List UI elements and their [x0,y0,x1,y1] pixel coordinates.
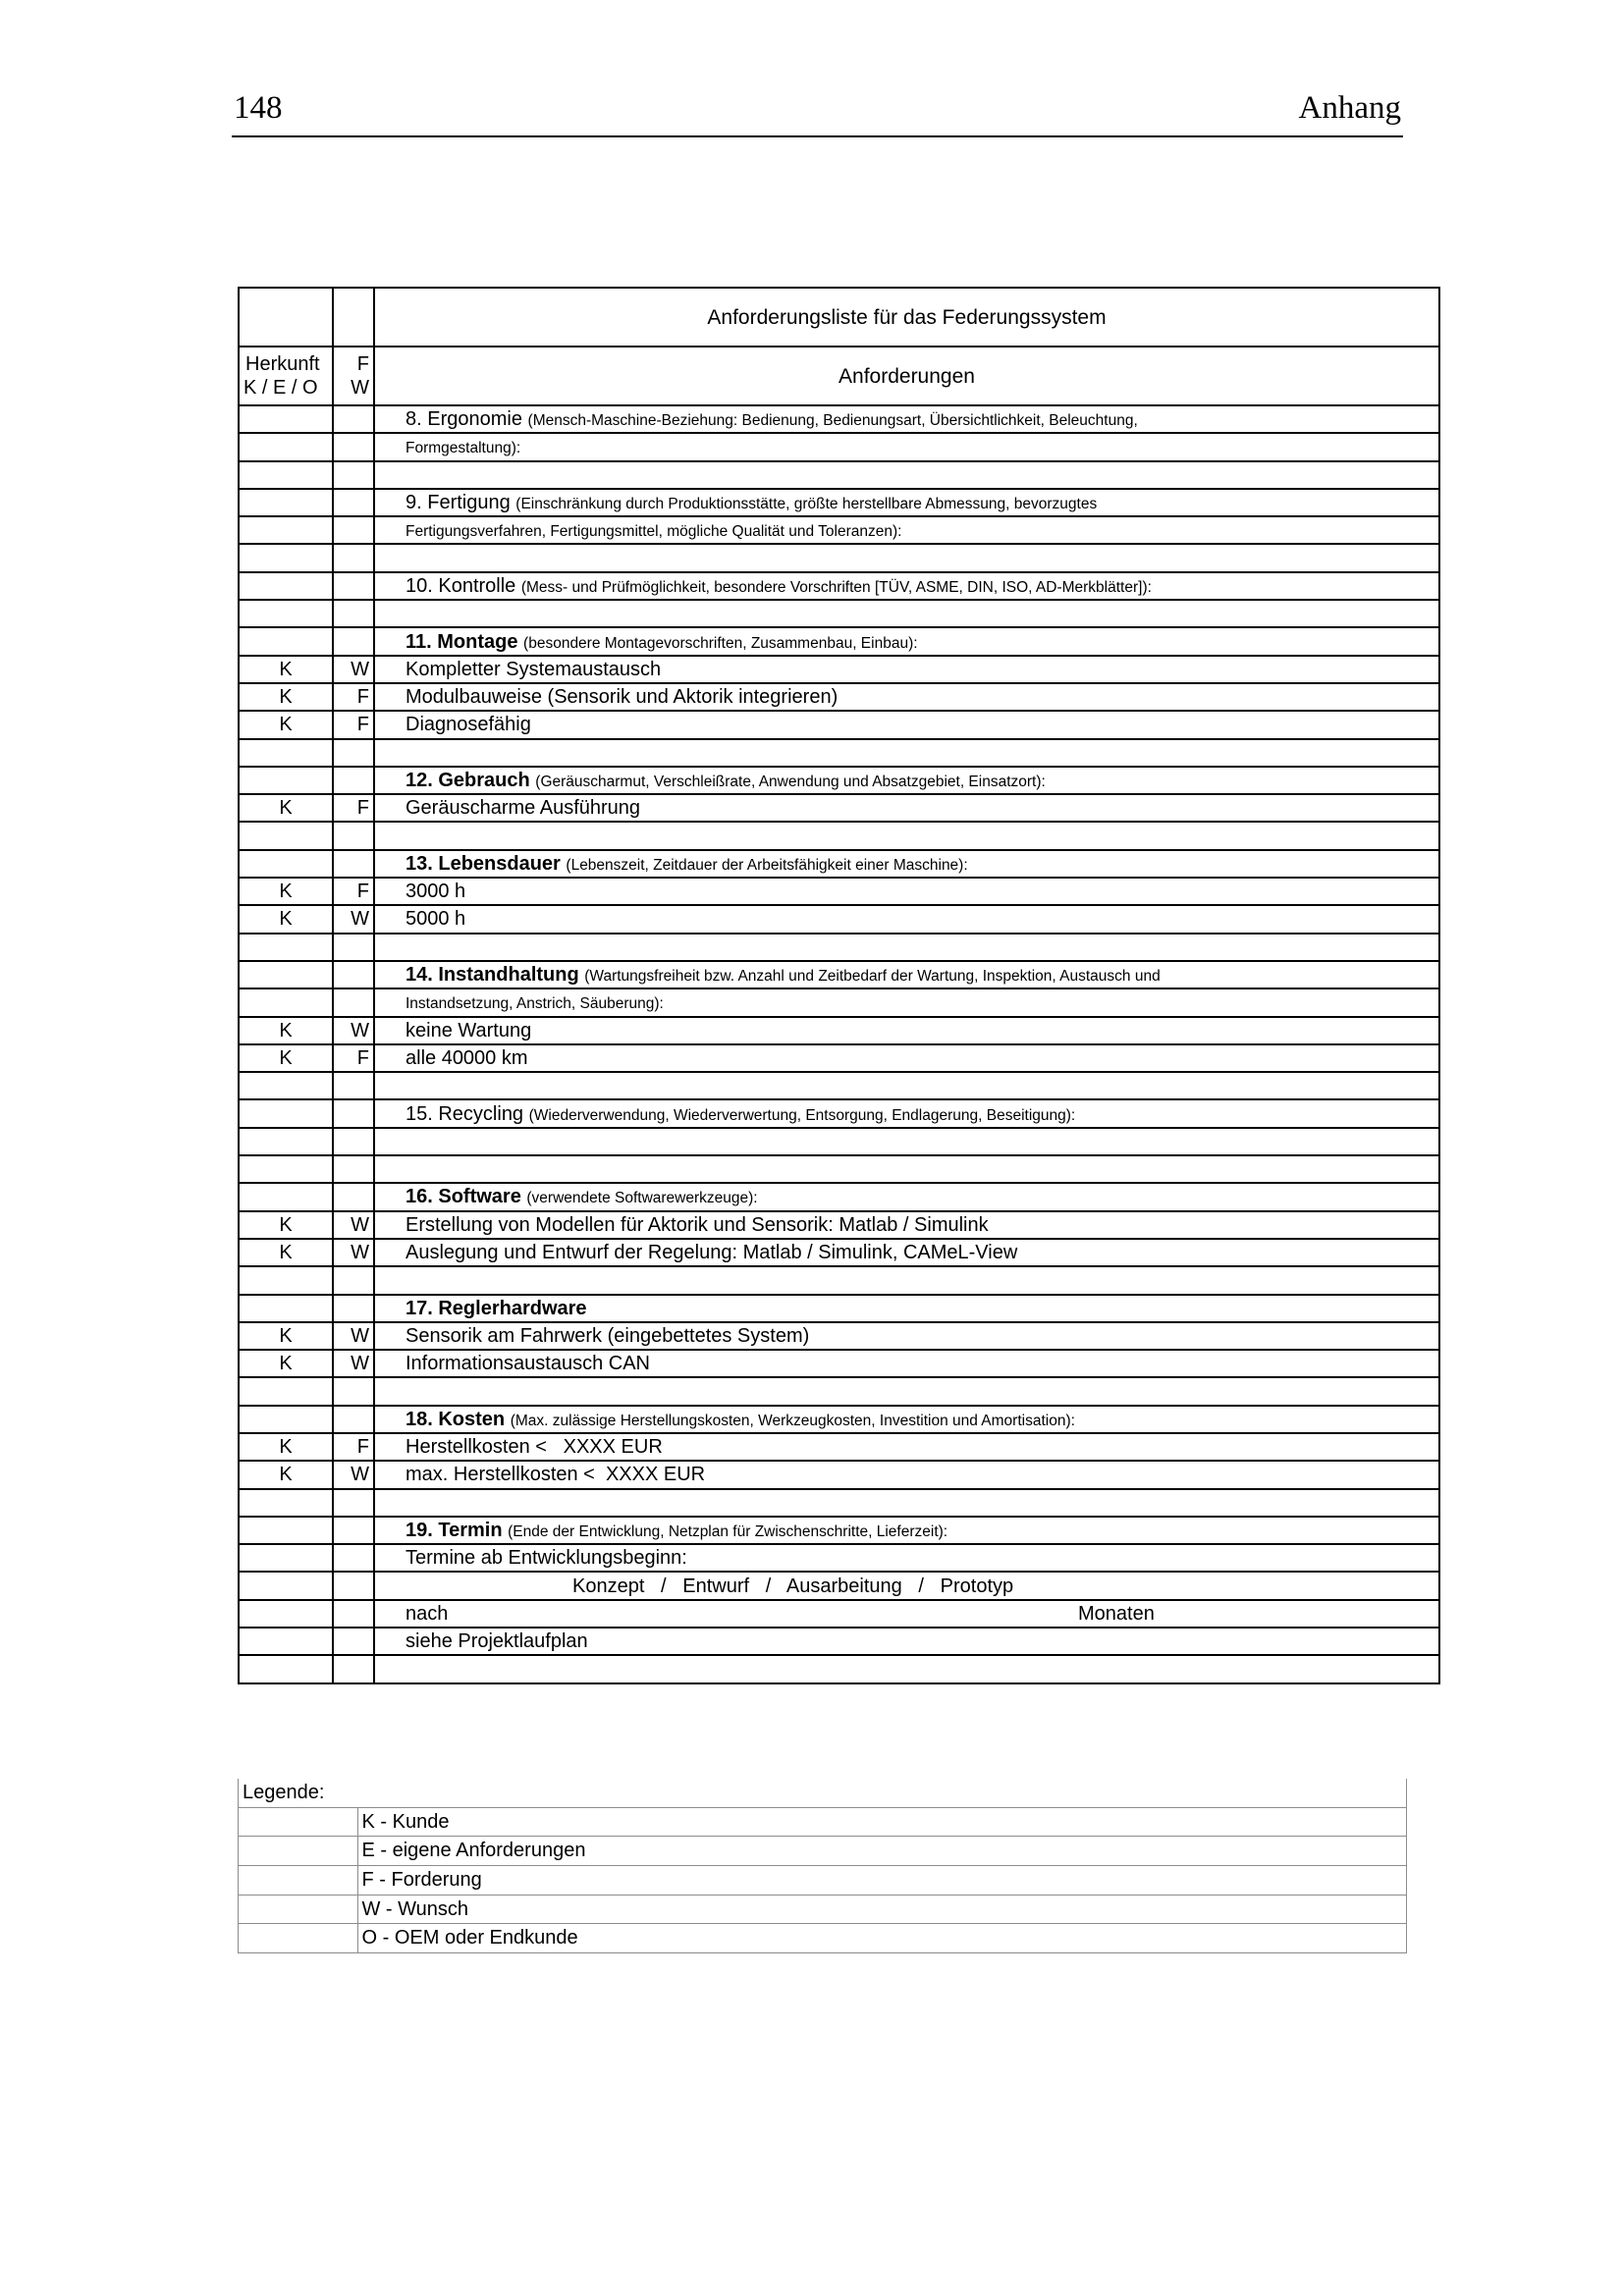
legend-item: W - Wunsch [357,1895,1406,1924]
section-heading [374,767,1439,794]
section-heading [374,1295,1439,1322]
section-desc-8: (Mensch-Maschine-Beziehung: Bedienung, Bedienungsart, Übersichtlichkeit, Beleuchtung, [527,412,1138,430]
herkunft-cell: K [239,1350,333,1377]
fw-cell: F [333,683,374,711]
fw-f-label: F [356,353,369,375]
section-desc-15: (Wiederverwendung, Wiederverwertung, Entsorgung, Endlagerung, Beseitigung): [528,1106,1076,1124]
requirement-text: Sensorik am Fahrwerk (eingebettetes System) [374,1322,1439,1350]
section-desc-16: (verwendete Softwarewerkzeuge): [526,1190,758,1207]
requirements-header: Anforderungen [374,347,1439,405]
legend-item: F - Forderung [357,1866,1406,1896]
requirement-text: Kompletter Systemaustausch [374,656,1439,683]
herkunft-cell: K [239,1322,333,1350]
legend-row [239,1924,1407,1953]
table-row [239,516,1439,544]
requirement-text: alle 40000 km [374,1044,1439,1072]
legend-row [239,1779,1407,1807]
requirement-text: Modulbauweise (Sensorik und Aktorik integrieren) [374,683,1439,711]
table-row [239,794,1439,822]
table-row [239,961,1439,988]
requirement-text: siehe Projektlaufplan [374,1628,1439,1655]
legend-row [239,1807,1407,1837]
section-title-15: 15. Recycling [406,1102,524,1125]
section-title: Anhang [1298,90,1401,126]
herkunft-cell: K [239,683,333,711]
herkunft-codes: K / E / O [243,377,318,399]
table-row [239,1461,1439,1488]
page-number: 148 [234,90,283,126]
table-row [239,905,1439,933]
fw-cell: W [333,1322,374,1350]
table-row [239,572,1439,600]
section-heading [374,489,1439,516]
section-desc-9: (Einschränkung durch Produktionsstätte, größte herstellbare Abmessung, bevorzugtes [515,496,1098,513]
table-row [239,1322,1439,1350]
requirement-text: Auslegung und Entwurf der Regelung: Matlab / Simulink, CAMeL-View [374,1239,1439,1266]
section-desc-13: (Lebenszeit, Zeitdauer der Arbeitsfähigkeit einer Maschine): [566,856,968,874]
table-row [239,683,1439,711]
herkunft-header [239,347,333,405]
fw-cell: W [333,1350,374,1377]
fw-w-label: W [351,377,369,399]
requirement-text: keine Wartung [374,1017,1439,1044]
section-title-17: 17. Reglerhardware [406,1297,587,1319]
fw-cell: W [333,1017,374,1044]
legend-item: E - eigene Anforderungen [357,1837,1406,1866]
table-row [239,656,1439,683]
herkunft-cell: K [239,1017,333,1044]
section-desc-8-cont: Formgestaltung): [406,440,521,457]
table-row [239,1239,1439,1266]
table-row [239,767,1439,794]
section-title-13: 13. Lebensdauer [406,852,561,875]
table-row [239,850,1439,878]
section-desc-19: (Ende der Entwicklung, Netzplan für Zwischenschritte, Lieferzeit): [508,1523,948,1541]
table-row [239,1295,1439,1322]
table-row [239,405,1439,433]
section-desc-12: (Geräuscharmut, Verschleißrate, Anwendung und Absatzgebiet, Einsatzort): [535,774,1046,790]
section-desc-10: (Mess- und Prüfmöglichkeit, besondere Vorschriften [TÜV, ASME, DIN, ISO, AD-Merkblätter]): [520,578,1152,596]
section-title-16: 16. Software [406,1186,521,1208]
section-heading [374,850,1439,878]
herkunft-cell: K [239,878,333,905]
herkunft-label: Herkunft [245,353,320,375]
herkunft-cell: K [239,1461,333,1488]
table-row [239,1266,1439,1294]
requirement-text: Geräuscharme Ausführung [374,794,1439,822]
section-heading [374,1183,1439,1210]
table-row [239,1183,1439,1210]
table-row [239,934,1439,961]
section-heading [374,405,1439,433]
section-desc-18: (Max. zulässige Herstellungskosten, Werkzeugkosten, Investition und Amortisation): [510,1412,1075,1429]
section-heading [374,1099,1439,1127]
table-row [239,711,1439,738]
section-desc-14-cont: Instandsetzung, Anstrich, Säuberung): [406,995,664,1013]
legend-item: O - OEM oder Endkunde [357,1924,1406,1953]
herkunft-cell: K [239,711,333,738]
page-header [232,86,1403,137]
legend-row [239,1837,1407,1866]
table-row [239,1406,1439,1433]
legend-title: Legende: [239,1779,358,1807]
table-row [239,1517,1439,1544]
table-row [239,600,1439,627]
legend-table [238,1779,1407,1953]
table-row [239,1017,1439,1044]
requirement-text: 5000 h [374,905,1439,933]
section-desc-14: (Wartungsfreiheit bzw. Anzahl und Zeitbedarf der Wartung, Inspektion, Austausch und [584,968,1161,986]
table-row [239,627,1439,655]
table-row [239,433,1439,460]
fw-header [333,347,374,405]
requirement-text: Erstellung von Modellen für Aktorik und Sensorik: Matlab / Simulink [374,1211,1439,1239]
table-row [239,461,1439,489]
requirement-text: max. Herstellkosten < XXXX EUR [374,1461,1439,1488]
nach-label: nach [406,1602,449,1625]
requirement-text: 3000 h [374,878,1439,905]
table-row [239,1572,1439,1599]
fw-cell: F [333,1044,374,1072]
table-row [239,489,1439,516]
section-title-14: 14. Instandhaltung [406,964,579,987]
fw-cell: F [333,1433,374,1461]
herkunft-cell: K [239,656,333,683]
table-row [239,1350,1439,1377]
table-row [239,1628,1439,1655]
herkunft-cell: K [239,1239,333,1266]
herkunft-cell: K [239,905,333,933]
requirement-text: Herstellkosten < XXXX EUR [374,1433,1439,1461]
table-row [239,1072,1439,1099]
herkunft-cell: K [239,794,333,822]
phase-list: Konzept / Entwurf / Ausarbeitung / Prototyp [572,1575,1014,1597]
table-row [239,988,1439,1016]
fw-cell: W [333,1461,374,1488]
fw-cell: W [333,656,374,683]
section-title-11: 11. Montage [406,630,518,653]
table-row [239,1128,1439,1155]
fw-cell: W [333,905,374,933]
section-heading [374,572,1439,600]
fw-cell: F [333,794,374,822]
section-title-8: 8. Ergonomie [406,408,522,431]
table-row [239,1655,1439,1682]
herkunft-cell: K [239,1211,333,1239]
requirements-table [238,287,1440,1684]
table-row [239,1377,1439,1405]
requirement-text: Termine ab Entwicklungsbeginn: [374,1544,1439,1572]
herkunft-cell: K [239,1433,333,1461]
legend-item: K - Kunde [357,1807,1406,1837]
table-row [239,1544,1439,1572]
table-row [239,1044,1439,1072]
section-heading [374,1406,1439,1433]
table-row [239,878,1439,905]
section-desc-9-cont: Fertigungsverfahren, Fertigungsmittel, mögliche Qualität und Toleranzen): [406,523,902,541]
table-row [239,1600,1439,1628]
table-row [239,544,1439,571]
section-title-19: 19. Termin [406,1520,503,1542]
section-heading [374,961,1439,988]
section-heading [374,1517,1439,1544]
table-row [239,1433,1439,1461]
section-title-9: 9. Fertigung [406,492,511,514]
legend-row [239,1866,1407,1896]
fw-cell: W [333,1239,374,1266]
section-title-18: 18. Kosten [406,1408,506,1430]
table-row [239,1489,1439,1517]
column-header-row [239,347,1439,405]
fw-cell: F [333,878,374,905]
section-title-10: 10. Kontrolle [406,574,516,597]
section-heading [374,627,1439,655]
monaten-label: Monaten [1078,1602,1155,1625]
table-title: Anforderungsliste für das Federungssystem [374,288,1439,347]
table-row [239,1155,1439,1183]
herkunft-cell: K [239,1044,333,1072]
fw-cell: W [333,1211,374,1239]
requirement-text: Informationsaustausch CAN [374,1350,1439,1377]
table-row [239,822,1439,849]
section-desc-11: (besondere Montagevorschriften, Zusammenbau, Einbau): [523,634,918,652]
table-row [239,1099,1439,1127]
table-title-row [239,288,1439,347]
fw-cell: F [333,711,374,738]
table-row [239,739,1439,767]
legend-row [239,1895,1407,1924]
section-title-12: 12. Gebrauch [406,770,530,791]
table-row [239,1211,1439,1239]
requirement-text: Diagnosefähig [374,711,1439,738]
